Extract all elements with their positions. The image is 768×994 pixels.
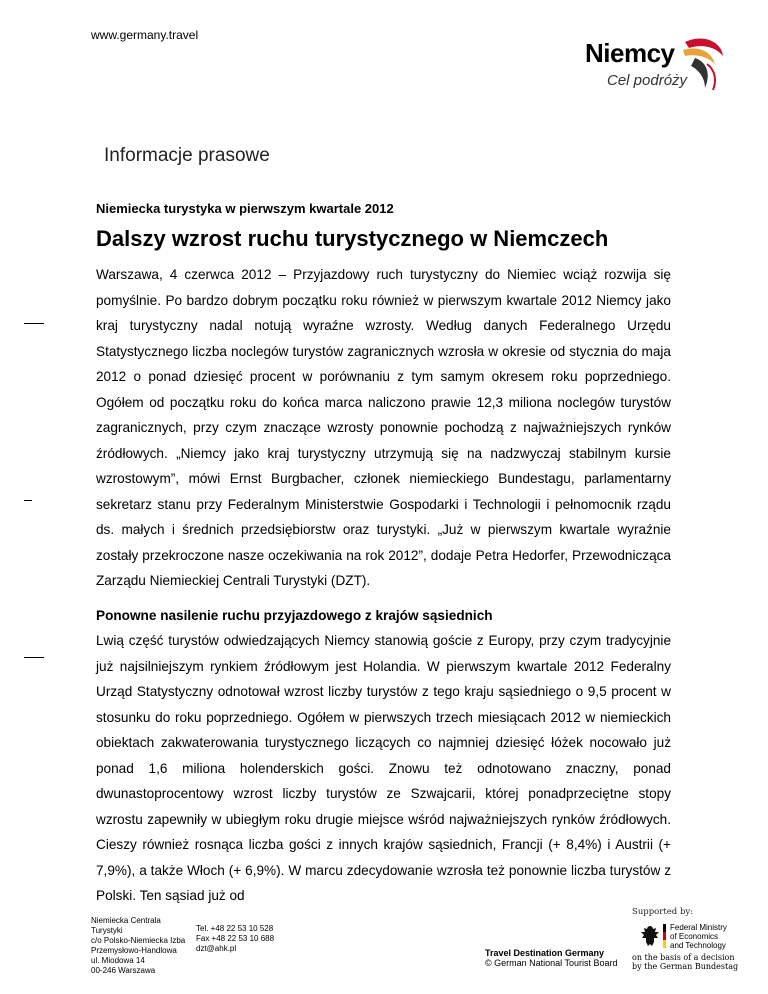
section-label: Informacje prasowe	[104, 145, 270, 166]
margin-tick	[24, 323, 44, 324]
tdg-credit: Travel Destination Germany © German National Tourist Board	[485, 948, 618, 968]
supported-by-label: Supported by:	[632, 907, 694, 917]
second-paragraph: Lwią część turystów odwiedzających Niemcy stanowią goście z Europy, przy czym tradycyjnie już najsilniejszym rynkiem źródłowym jest Holandia. W pierwszym kwartale 2012 Federalny Urząd Statystyczny odnotował wzrost liczby turystów z tego kraju sąsiedniego o 9,5 procent w stosunku do roku poprzedniego. Ogółem w pierwszych trzech miesiącach 2012 w niemieckich obiektach zakwaterowania turystycznego liczących co najmniej dziesięć łóżek nocowało już ponad 1,6 miliona holenderskich gości. Znowu też odnotowano znaczny, ponad dwunastoprocentowy wzrost liczby turystów ze Szwajcarii, której ponadprzeciętne stopy wzrostu zapewniły w ubiegłym roku drugie miejsce wśród najważniejszych rynków źródłowych. Cieszy również rosnąca liczba gości z innych krajów sąsiednich, Francji (+ 8,4%) i Austrii (+ 7,9%), a także Włoch (+ 6,9%). W marcu zdecydowanie wzrosła też ponownie liczba turystów z Polski. Ten sąsiad już od	[96, 633, 671, 903]
eagle-swoosh-icon	[677, 34, 725, 94]
federal-eagle-icon	[640, 924, 660, 950]
footer-contact: Tel. +48 22 53 10 528 Fax +48 22 53 10 688 dzt@ahk.pl	[196, 924, 275, 953]
logo-title: Niemcy	[585, 38, 675, 68]
site-url: www.germany.travel	[91, 28, 199, 42]
ministry-name: Federal Ministry of Economics and Technology	[670, 923, 727, 950]
margin-tick	[24, 657, 44, 658]
german-flag-icon	[663, 924, 666, 948]
subheading: Ponowne nasilenie ruchu przyjazdowego z krajów sąsiednich	[96, 608, 493, 623]
margin-tick	[24, 500, 32, 501]
headline: Dalszy wzrost ruchu turystycznego w Niemczech	[96, 226, 609, 251]
footer-address: Niemiecka Centrala Turystyki c/o Polsko-Niemiecka Izba Przemysłowo-Handlowa ul. Miodowa 14 00-246 Warszawa	[91, 916, 186, 975]
lead-paragraph: Warszawa, 4 czerwca 2012 – Przyjazdowy ruch turystyczny do Niemiec wciąż rozwija się pomyślnie. Po bardzo dobrym początku roku również w pierwszym kwartale 2012 Niemcy jako kraj turystyczny nadal notują wyraźne wzrosty. Według danych Federalnego Urzędu Statystycznego liczba noclegów turystów zagranicznych wzrosła w okresie od stycznia do maja 2012 o ponad dziesięć procent w porównaniu z tym samym okresem roku poprzedniego. Ogółem od początku roku do końca marca naliczono prawie 12,3 miliona noclegów turystów zagranicznych, przy czym znaczące wzrosty ponownie pochodzą z najważniejszych rynków źródłowych. „Niemcy jako kraj turystyczny utrzymują się na nadzwyczaj stabilnym kursie wzrostowym”, mówi Ernst Burgbacher, członek niemieckiego Bundestagu, parlamentarny sekretarz stanu przy Federalnym Ministerstwie Gospodarki i Technologii i pełnomocnik rządu ds. małych i średnich przedsiębiorstw oraz turystyki. „Już w pierwszym kwartale wyraźnie zostały przekroczone nasze oczekiwania na rok 2012”, dodaje Petra Hedorfer, Przewodnicząca Zarządu Niemieckiej Centrali Turystyki (DZT).	[96, 267, 671, 588]
bundestag-note: on the basis of a decision by the German Bundestag	[632, 953, 739, 971]
kicker: Niemiecka turystyka w pierwszym kwartale 2012	[96, 201, 394, 216]
logo-subtitle: Cel podróży	[607, 72, 688, 89]
brand-logo	[585, 28, 725, 96]
